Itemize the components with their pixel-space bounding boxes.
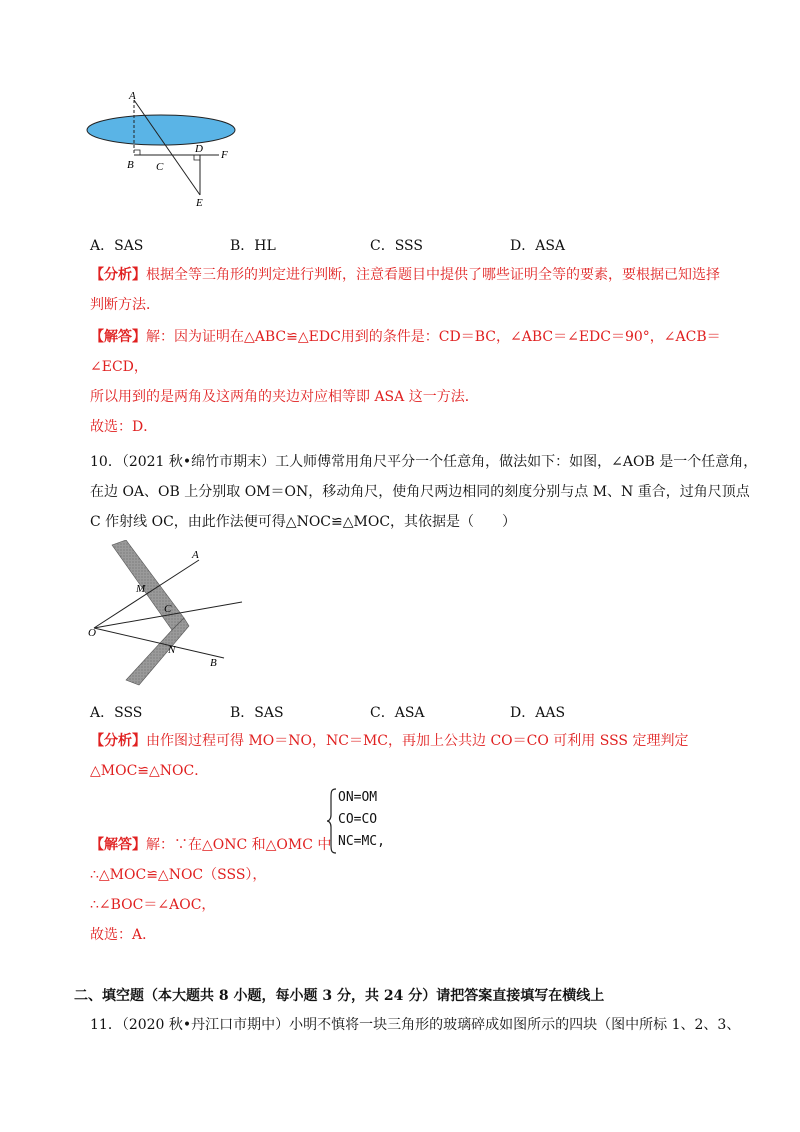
q9-option-d[interactable]: D．ASA bbox=[510, 238, 566, 254]
label-n: N bbox=[168, 644, 176, 656]
q10-option-a[interactable]: A．SSS bbox=[90, 705, 143, 721]
label-a: A bbox=[129, 90, 136, 102]
q9-analysis-line1 bbox=[90, 264, 720, 286]
equation-row-2: CO=CO bbox=[338, 812, 378, 827]
q11-number: 11． bbox=[90, 1017, 122, 1033]
figure-ellipse-triangle bbox=[84, 88, 244, 213]
q9-option-a[interactable]: A．SAS bbox=[90, 238, 144, 254]
q9-analysis-tag: 【分析】 bbox=[90, 267, 146, 283]
q10-answer-tag: 【解答】 bbox=[90, 837, 146, 853]
q10-line1-text: （2021 秋•绵竹市期末）工人师傅常用角尺平分一个任意角，做法如下：如图，∠AOB 是一个任意角， bbox=[121, 454, 758, 470]
label-b2: B bbox=[210, 657, 217, 669]
ruler-arm-lower bbox=[126, 618, 189, 685]
q9-answer-tag: 【解答】 bbox=[90, 329, 146, 345]
q9-answer-line1 bbox=[90, 326, 721, 348]
q9-analysis-text: 根据全等三角形的判定进行判断，注意看题目中提供了哪些证明全等的要素，要根据已知选择 bbox=[146, 267, 720, 283]
q11-line1-text: （2020 秋•丹江口市期中）小明不慎将一块三角形的玻璃碎成如图所示的四块（图中所标 1、2、3、 bbox=[121, 1017, 741, 1033]
section2-title: 二、填空题（本大题共 8 小题，每小题 3 分，共 24 分）请把答案直接填写在横线上 bbox=[74, 988, 605, 1004]
q10-answer-text: 解：∵在△ONC 和△OMC 中 bbox=[146, 837, 332, 853]
equation-row-3: NC=MC, bbox=[338, 834, 385, 849]
label-c2: C bbox=[164, 603, 172, 615]
ruler-arm-upper bbox=[112, 540, 184, 630]
figure-angle-ruler bbox=[84, 540, 254, 690]
q10-option-d[interactable]: D．AAS bbox=[510, 705, 566, 721]
q10-line2: 在边 OA、OB 上分别取 OM＝ON，移动角尺，使角尺两边相同的刻度分别与点 M、N 重合，过角尺顶点 bbox=[90, 484, 750, 500]
q10-answer-line3: ∴∠BOC＝∠AOC， bbox=[90, 897, 216, 913]
label-b: B bbox=[127, 159, 134, 171]
q10-analysis-line2: △MOC≌△NOC． bbox=[90, 763, 209, 779]
q9-answer-line4: 故选：D． bbox=[90, 419, 158, 435]
right-angle-b bbox=[134, 150, 140, 155]
q10-analysis-text: 由作图过程可得 MO＝NO，NC＝MC，再加上公共边 CO＝CO 可利用 SSS 定理判定 bbox=[146, 733, 689, 749]
q10-number: 10． bbox=[90, 454, 122, 470]
ellipse-shape bbox=[87, 115, 235, 145]
right-angle-d bbox=[194, 155, 200, 160]
q9-answer-line2: ∠ECD， bbox=[90, 359, 148, 375]
q9-answer-line3: 所以用到的是两角及这两角的夹边对应相等即 ASA 这一方法． bbox=[90, 389, 479, 405]
q10-line1 bbox=[90, 451, 757, 473]
q9-analysis-line2: 判断方法． bbox=[90, 297, 160, 313]
q11-line1 bbox=[90, 1014, 740, 1036]
label-m: M bbox=[136, 583, 146, 595]
q10-analysis-line1 bbox=[90, 730, 688, 752]
label-c: C bbox=[156, 161, 164, 173]
label-e: E bbox=[196, 197, 203, 209]
q10-answer-line1 bbox=[90, 834, 331, 856]
q10-line3: C 作射线 OC，由此作法便可得△NOC≌△MOC，其依据是（ ） bbox=[90, 514, 517, 530]
label-d: D bbox=[195, 143, 203, 155]
q9-option-b[interactable]: B．HL bbox=[230, 238, 276, 254]
q10-option-c[interactable]: C．ASA bbox=[370, 705, 425, 721]
q9-answer-text: 解：因为证明在△ABC≌△EDC用到的条件是：CD＝BC，∠ABC＝∠EDC＝90°，∠ACB＝ bbox=[146, 329, 721, 345]
q10-answer-line2: ∴△MOC≌△NOC（SSS）， bbox=[90, 867, 267, 883]
q10-option-b[interactable]: B．SAS bbox=[230, 705, 284, 721]
label-o: O bbox=[88, 627, 96, 639]
equation-row-1: ON=OM bbox=[338, 790, 378, 805]
equation-system bbox=[326, 788, 396, 854]
line-ae bbox=[134, 100, 200, 195]
q9-option-c[interactable]: C．SSS bbox=[370, 238, 423, 254]
q10-analysis-tag: 【分析】 bbox=[90, 733, 146, 749]
q10-answer-line4: 故选：A． bbox=[90, 927, 157, 943]
label-a2: A bbox=[192, 549, 199, 561]
label-f: F bbox=[221, 149, 228, 161]
